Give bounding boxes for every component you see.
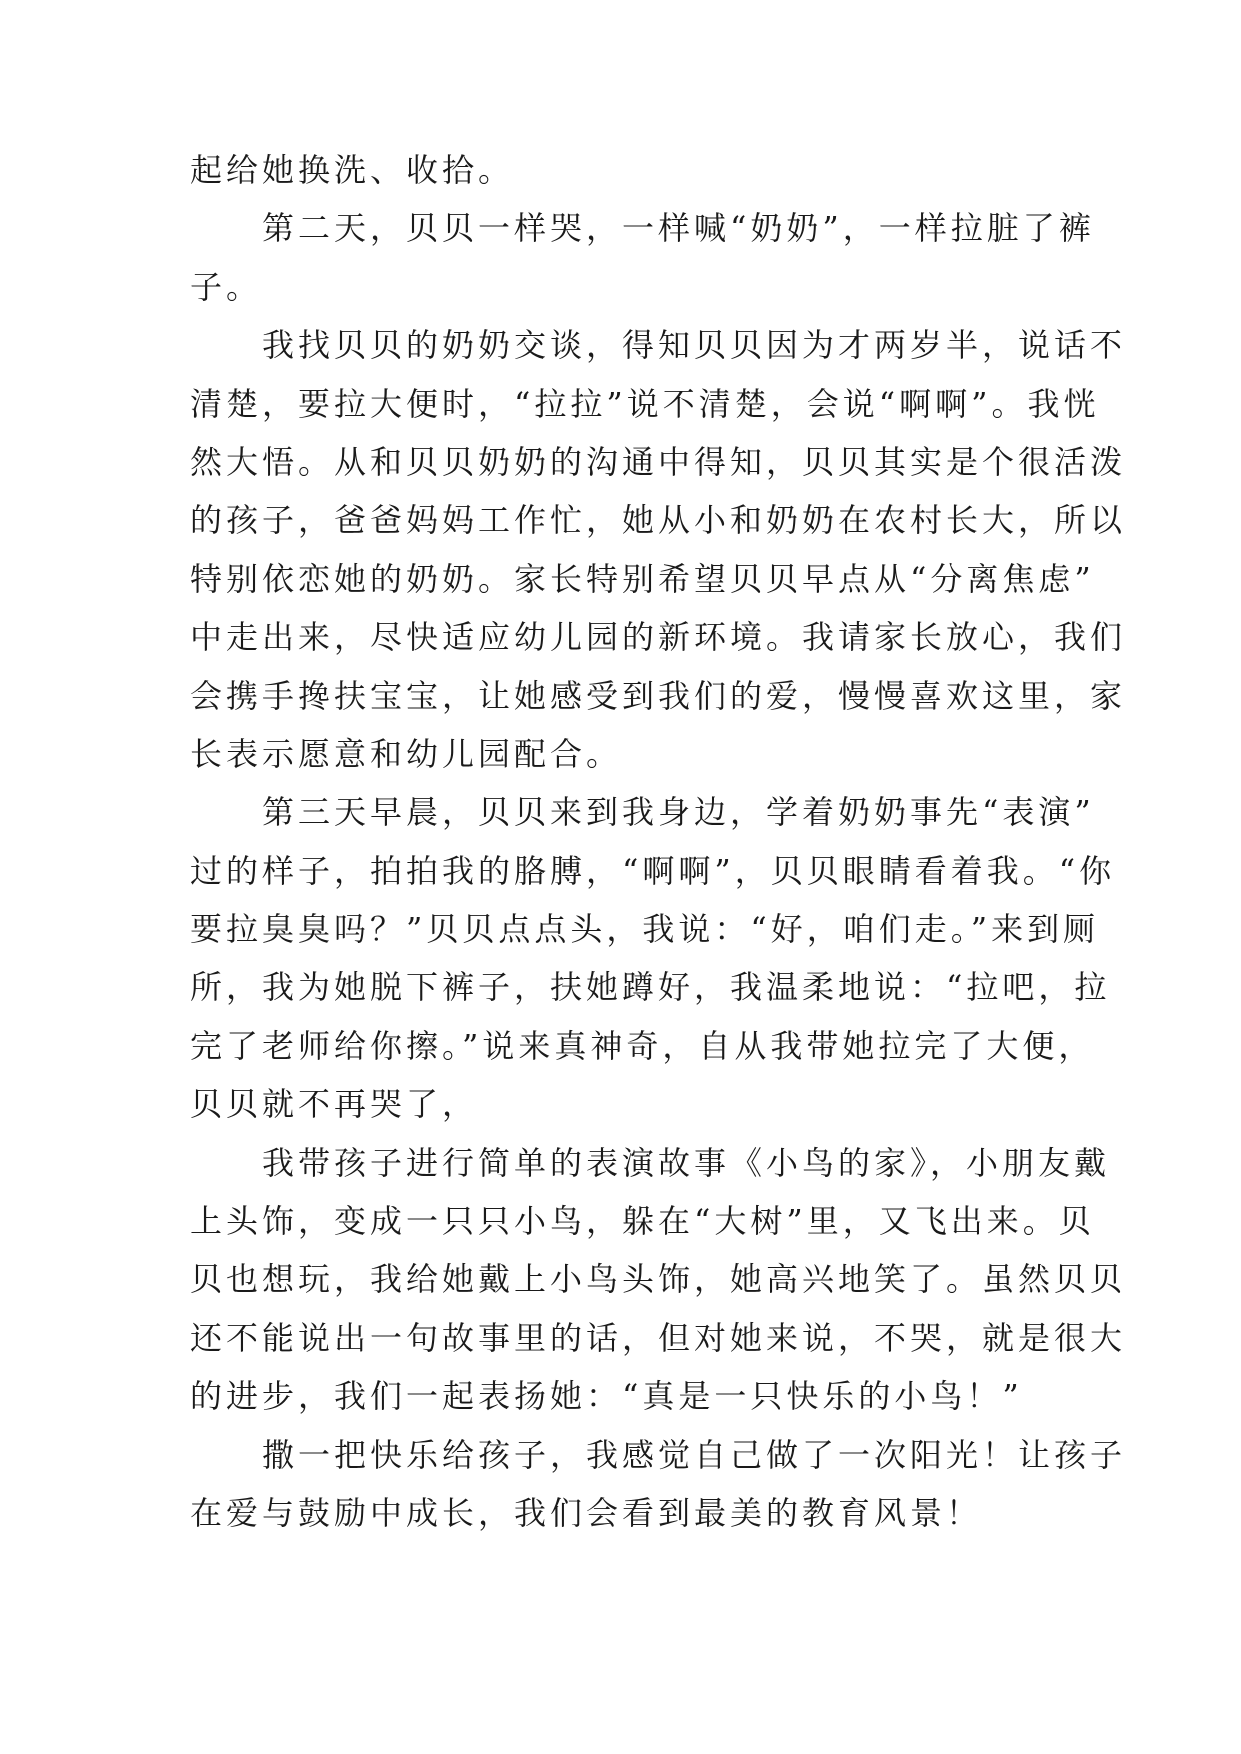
text-line: 贝贝就不再哭了，	[190, 1085, 479, 1124]
text-line: 中走出来，尽快适应幼儿园的新环境。我请家长放心，我们	[190, 618, 1127, 657]
paragraph-first-line: 第三天早晨，贝贝来到我身边，学着奶奶事先“表演”	[262, 793, 1095, 832]
text-line: 还不能说出一句故事里的话，但对她来说，不哭，就是很大	[190, 1318, 1127, 1357]
text-line: 过的样子，拍拍我的胳膊，“啊啊”，贝贝眼睛看着我。“你	[190, 851, 1116, 890]
text-line: 会携手搀扶宝宝，让她感受到我们的爱，慢慢喜欢这里，家	[190, 676, 1127, 715]
paragraph-first-line: 我带孩子进行简单的表演故事《小鸟的家》，小朋友戴	[262, 1143, 1111, 1182]
text-line: 贝也想玩，我给她戴上小鸟头饰，她高兴地笑了。虽然贝贝	[190, 1260, 1127, 1299]
text-line: 在爱与鼓励中成长，我们会看到最美的教育风景！	[190, 1493, 983, 1532]
paragraph-first-line: 撒一把快乐给孩子，我感觉自己做了一次阳光！让孩子	[262, 1435, 1127, 1474]
text-line: 子。	[190, 267, 263, 306]
paragraph-first-line: 第二天，贝贝一样哭，一样喊“奶奶”，一样拉脏了裤	[262, 209, 1095, 248]
text-line: 所，我为她脱下裤子，扶她蹲好，我温柔地说：“拉吧，拉	[190, 968, 1111, 1007]
text-line: 然大悟。从和贝贝奶奶的沟通中得知，贝贝其实是个很活泼	[190, 442, 1127, 481]
text-line: 特别依恋她的奶奶。家长特别希望贝贝早点从“分离焦虑”	[190, 559, 1095, 598]
body-text	[190, 150, 1127, 1551]
text-line: 清楚，要拉大便时，“拉拉”说不清楚，会说“啊啊”。我恍	[190, 384, 1100, 423]
text-line: 上头饰，变成一只只小鸟，躲在“大树”里，又飞出来。贝	[190, 1202, 1095, 1241]
paragraph-first-line: 我找贝贝的奶奶交谈，得知贝贝因为才两岁半，说话不	[262, 326, 1127, 365]
text-line: 完了老师给你擦。”说来真神奇，自从我带她拉完了大便，	[190, 1026, 1095, 1065]
text-line: 的进步，我们一起表扬她：“真是一只快乐的小鸟！”	[190, 1377, 1023, 1416]
text-line: 长表示愿意和幼儿园配合。	[190, 734, 623, 773]
text-line: 起给她换洗、收拾。	[190, 151, 515, 189]
text-line: 要拉臭臭吗？”贝贝点点头，我说：“好，咱们走。”来到厕	[190, 910, 1100, 949]
text-line: 的孩子，爸爸妈妈工作忙，她从小和奶奶在农村长大，所以	[190, 501, 1127, 540]
